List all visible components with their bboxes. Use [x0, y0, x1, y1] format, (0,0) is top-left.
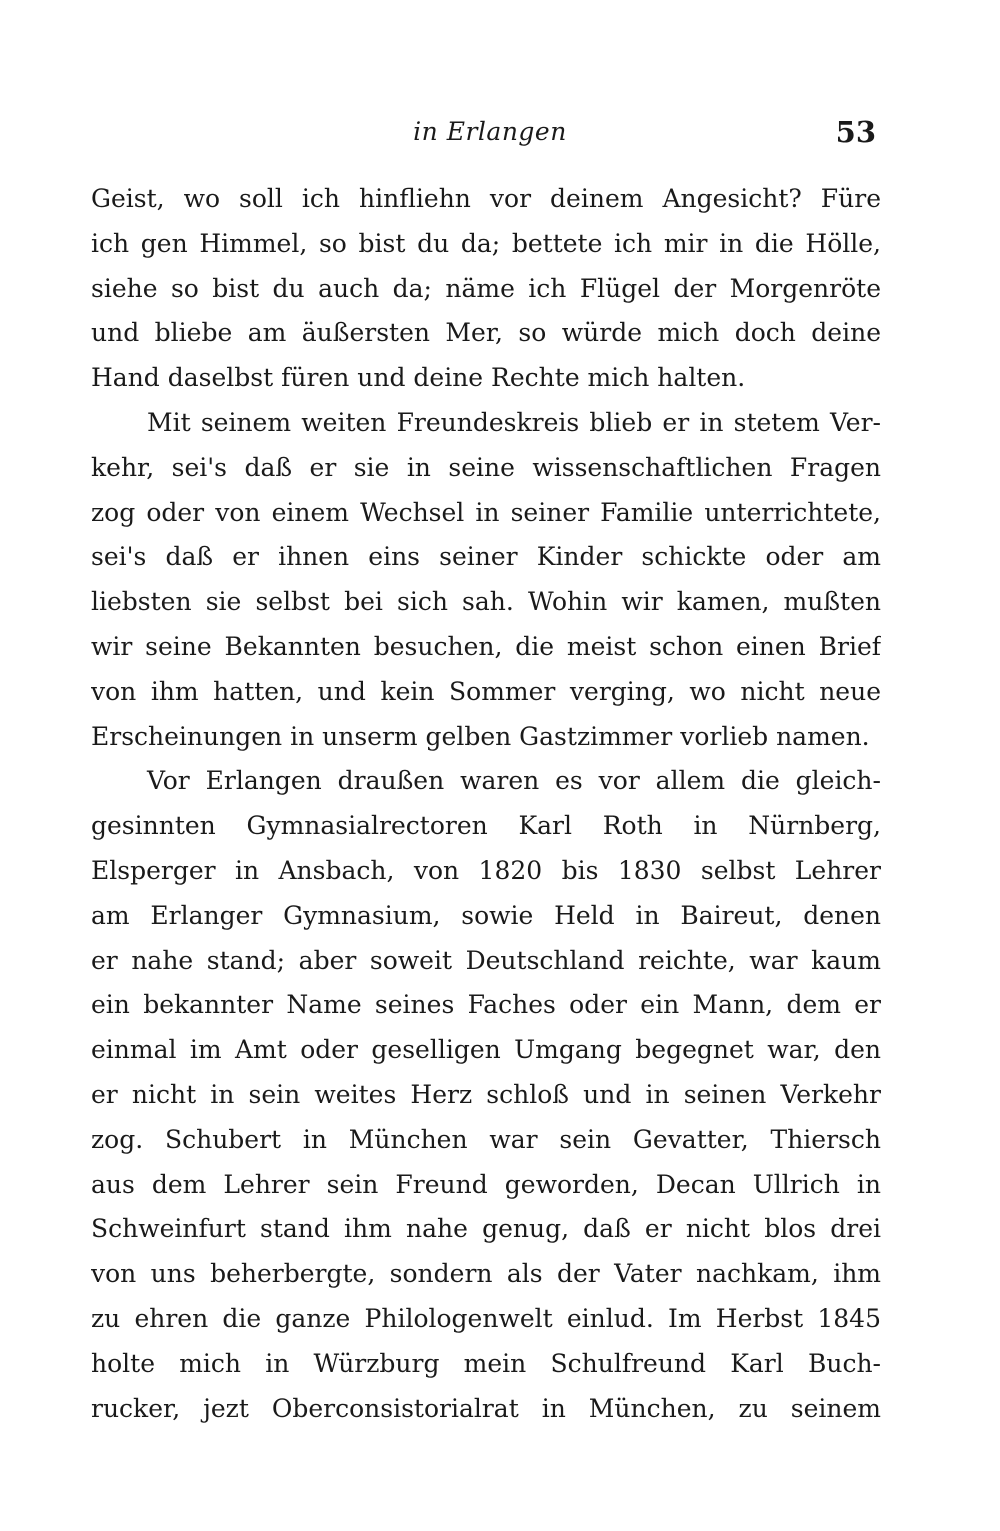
- body-text: [91, 177, 881, 1431]
- text-line: zog. Schubert in München war sein Gevatter, Thiersch: [91, 1124, 881, 1154]
- running-header: [90, 112, 890, 152]
- running-title: in Erlangen: [413, 117, 567, 146]
- text-line: kehr, sei's daß er sie in seine wissenschaftlichen Fragen: [91, 452, 881, 482]
- text-line: zu ehren die ganze Philologenwelt einlud. Im Herbst 1845: [91, 1303, 881, 1333]
- text-line: zog oder von einem Wechsel in seiner Familie unterrichtete,: [91, 497, 881, 527]
- text-line: er nicht in sein weites Herz schloß und in seinen Verkehr: [91, 1079, 881, 1109]
- text-line: liebsten sie selbst bei sich sah. Wohin wir kamen, mußten: [91, 587, 881, 617]
- text-line: wir seine Bekannten besuchen, die meist schon einen Brief: [91, 631, 881, 661]
- text-line: am Erlanger Gymnasium, sowie Held in Baireut, denen: [91, 900, 881, 930]
- text-line: Vor Erlangen draußen waren es vor allem die gleich-: [147, 766, 881, 796]
- text-line: sei's daß er ihnen eins seiner Kinder schickte oder am: [91, 542, 881, 572]
- text-line: ein bekannter Name seines Faches oder ein Mann, dem er: [91, 990, 881, 1020]
- text-line: einmal im Amt oder geselligen Umgang begegnet war, den: [91, 1035, 881, 1065]
- text-line: rucker, jezt Oberconsistorialrat in München, zu seinem: [91, 1393, 881, 1423]
- text-line: er nahe stand; aber soweit Deutschland reichte, war kaum: [91, 945, 881, 975]
- text-line: Schweinfurt stand ihm nahe genug, daß er nicht blos drei: [91, 1214, 881, 1244]
- text-line: Geist, wo soll ich hinfliehn vor deinem Angesicht? Füre: [91, 184, 881, 213]
- text-line: siehe so bist du auch da; näme ich Flügel der Morgenröte: [91, 273, 881, 303]
- text-line: Hand daselbst füren und deine Rechte mich halten.: [91, 363, 746, 393]
- text-line: von ihm hatten, und kein Sommer verging, wo nicht neue: [91, 676, 881, 706]
- text-line: Erscheinungen in unserm gelben Gastzimmer vorlieb namen.: [91, 721, 870, 751]
- text-line: holte mich in Würzburg mein Schulfreund Karl Buch-: [91, 1348, 881, 1378]
- text-line: Mit seinem weiten Freundeskreis blieb er in stetem Ver-: [147, 407, 881, 437]
- text-line: ich gen Himmel, so bist du da; bettete ich mir in die Hölle,: [91, 228, 881, 258]
- text-line: aus dem Lehrer sein Freund geworden, Decan Ullrich in: [91, 1169, 881, 1199]
- text-line: und bliebe am äußersten Mer, so würde mich doch deine: [91, 318, 881, 348]
- text-line: gesinnten Gymnasialrectoren Karl Roth in Nürnberg,: [91, 811, 881, 841]
- text-line: Elsperger in Ansbach, von 1820 bis 1830 selbst Lehrer: [91, 855, 881, 885]
- text-line: von uns beherbergte, sondern als der Vater nachkam, ihm: [91, 1259, 881, 1289]
- page-number: 53: [835, 115, 876, 149]
